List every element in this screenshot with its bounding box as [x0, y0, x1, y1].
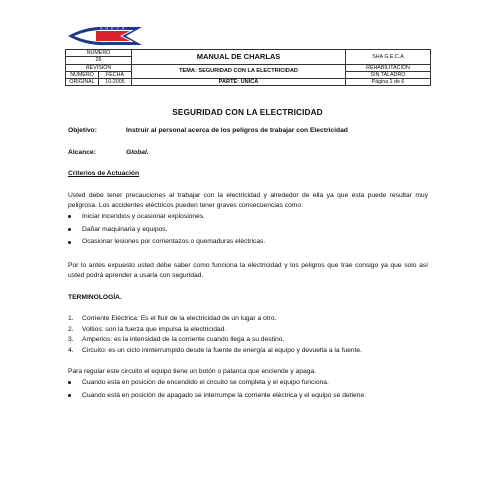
list-item-text: Cuando esta en posición de encendido el circuito se completa y el equipo funciona.	[82, 379, 329, 386]
page-number: Página 1 de 6	[346, 79, 431, 86]
rev-numero-label: NÚMERO	[66, 71, 99, 78]
term-item	[68, 314, 428, 325]
list-item	[68, 237, 428, 247]
bullet-dot	[68, 228, 71, 231]
list-item-text: Ocasionar lesiones por corrientazos o quemaduras eléctricas.	[82, 238, 266, 246]
term-text: Amperios: es la intensidad de la corriente cuando llega a su destino.	[82, 336, 285, 343]
second-paragraph: Por lo antes expuesto usted debe saber como funciona la electricidad y los peligros que trae consigo ya que solo así usted podrá aprender a usarla con seguridad.	[68, 262, 428, 279]
sha-label: SHA G.E.C.A	[346, 50, 431, 65]
objetivo-text: Instruir al personal acerca de los peligros de trabajar con Electricidad	[126, 127, 348, 134]
rev-fecha-value: 10-2005	[99, 79, 132, 86]
intro-paragraph: Usted debe tener precauciones al trabajar con la electricidad y alrededor de ella ya que esta puede resultar muy peligrosa. Los accidentes eléctricos pueden tener graves consecuencias como:	[68, 192, 428, 209]
term-text: Voltios: son la fuerza que impulsa la electricidad.	[82, 325, 227, 333]
list-item-text: Cuando está en posición de apagado se interrumpe la corriente eléctrica y el equipo se detiene.	[82, 391, 367, 399]
term-number: 4.	[68, 346, 74, 354]
document-title: SEGURIDAD CON LA ELECTRICIDAD	[172, 107, 323, 117]
criterios-heading: Criterios de Actuación	[68, 170, 140, 177]
logo-text: S . G . E . C . A	[100, 26, 125, 31]
term-number: 3.	[68, 336, 74, 343]
alcance-text: Global.	[126, 149, 149, 156]
terminologia-heading: TERMINOLOGÍA.	[68, 294, 122, 301]
term-number: 1.	[68, 315, 74, 322]
header-table	[65, 49, 431, 86]
list-item	[68, 212, 428, 222]
list-item	[68, 378, 428, 388]
term-item	[68, 325, 428, 336]
bullet-dot	[68, 394, 71, 397]
bullet-dot	[68, 381, 71, 384]
rev-fecha-label: FECHA	[99, 71, 132, 78]
rehab-line1: REHABILITACIÓN	[346, 64, 431, 71]
circuit-points-list	[68, 378, 428, 403]
term-text: Circuito: es un ciclo ininterrumpido desde la fuente de energía al equipo y devuelta a la fuente.	[82, 346, 362, 354]
tema-label: TEMA: SEGURIDAD CON LA ELECTRICIDAD	[132, 64, 346, 79]
circuit-paragraph: Para regular este circuito el equipo tiene un botón o palanca que enciende y apaga.	[68, 368, 316, 375]
bullet-dot	[68, 241, 71, 244]
bullet-dot	[68, 215, 71, 218]
list-item	[68, 391, 428, 401]
list-item-text: Dañar maquinaria y equipos.	[82, 225, 168, 233]
term-item	[68, 346, 428, 357]
sgeca-logo	[66, 24, 144, 48]
numero-value: 26	[66, 57, 132, 64]
numero-label: NÚMERO	[66, 50, 132, 57]
objetivo-label: Objetivo:	[68, 127, 97, 134]
rehab-line2: SIN TALADRO	[346, 71, 431, 78]
consequences-list	[68, 212, 428, 250]
alcance-label: Alcance:	[68, 149, 96, 156]
manual-title: MANUAL DE CHARLAS	[132, 50, 346, 65]
term-item	[68, 335, 428, 346]
terms-list	[68, 314, 428, 356]
term-text: Corriente Eléctrica: Es el fluir de la electricidad de un lugar a otro.	[82, 315, 277, 322]
list-item	[68, 225, 428, 235]
parte-label: PARTE: ÚNICA	[132, 79, 346, 86]
revision-label: REVISIÓN	[66, 64, 132, 71]
rev-numero-value: ORIGINAL	[66, 79, 99, 86]
list-item-text: Iniciar incendios y ocasionar explosiones.	[82, 213, 206, 220]
term-number: 2.	[68, 325, 74, 333]
